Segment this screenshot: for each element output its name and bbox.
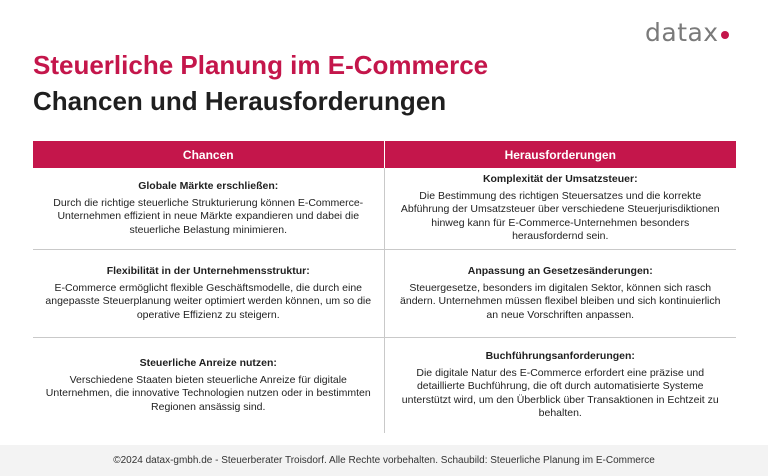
chance-cell <box>33 338 385 433</box>
chance-cell <box>33 250 385 337</box>
herausforderung-cell <box>385 250 737 337</box>
copyright-text: ©2024 datax-gmbh.de - Steuerberater Troisdorf. Alle Rechte vorbehalten. Schaubild: Steuerliche Planung im E-Commerce <box>113 455 655 466</box>
chance-title: Flexibilität in der Unternehmensstruktur: <box>106 265 310 277</box>
comparison-table <box>33 141 736 433</box>
herausforderung-title: Buchführungsanforderungen: <box>485 350 635 363</box>
herausforderung-cell <box>385 168 737 249</box>
chance-text: Verschiedene Staaten bieten steuerliche Anreize für digitale Unternehmen, die innovative Technologien nutzen oder in bestimmten Regionen ansässig sind. <box>45 373 371 413</box>
chance-title: Globale Märkte erschließen: <box>138 180 279 192</box>
header-chancen: Chancen <box>33 141 385 168</box>
table-row <box>33 168 736 250</box>
herausforderung-title: Anpassung an Gesetzesänderungen: <box>467 265 653 277</box>
footer <box>0 445 768 476</box>
chance-cell <box>33 168 385 249</box>
herausforderung-cell <box>385 338 737 433</box>
chance-text: Durch die richtige steuerliche Strukturierung können E-Commerce-Unternehmen effizient in neue Märkte expandieren und dabei die steuerliche Belastung minimieren. <box>53 196 364 236</box>
datax-logo <box>645 18 729 47</box>
page-subtitle: Chancen und Herausforderungen <box>33 86 447 116</box>
table-row <box>33 250 736 338</box>
table-row <box>33 338 736 433</box>
logo-dot-icon <box>721 31 729 39</box>
header-herausforderungen: Herausforderungen <box>504 147 616 162</box>
herausforderung-text: Steuergesetze, besonders im digitalen Sektor, können sich rasch ändern. Unternehmen müssen flexibel bleiben und sich kontinuierlich an neue Vorschriften anpassen. <box>400 281 721 321</box>
table-header <box>33 141 736 168</box>
herausforderung-text: Die digitale Natur des E-Commerce erfordert eine präzise und detaillierte Buchführung, die oft durch automatisierte Systeme unterstützt wird, um den Überblick über Transaktionen in Echtzeit zu behalten. <box>401 366 719 420</box>
page-title: Steuerliche Planung im E-Commerce <box>33 50 489 80</box>
herausforderung-title: Komplexität der Umsatzsteuer: <box>482 173 638 186</box>
chance-title: Steuerliche Anreize nutzen: <box>139 357 277 369</box>
herausforderung-text: Die Bestimmung des richtigen Steuersatzes und die korrekte Abführung der Umsatzsteuer über verschiedene Steuerjurisdiktionen hinweg kann für E-Commerce-Unternehmen besonders herausfordernd sein. <box>400 189 720 243</box>
logo-text: datax <box>645 18 719 47</box>
chance-text: E-Commerce ermöglicht flexible Geschäftsmodelle, die durch eine angepasste Steuerplanung weiter optimiert werden können, um so die operative Effizienz zu steigern. <box>45 281 372 321</box>
